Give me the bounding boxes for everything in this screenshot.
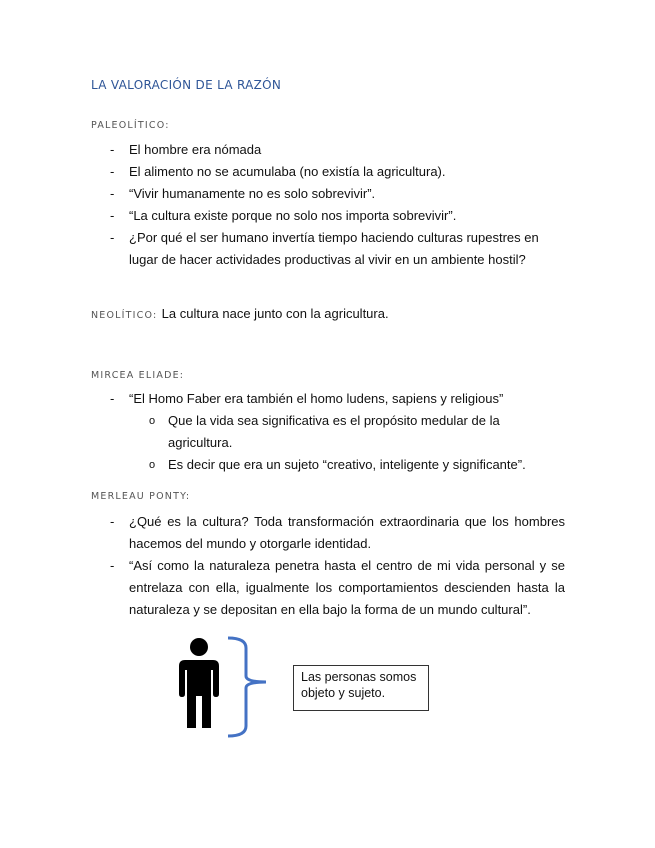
- neolitico-text: La cultura nace junto con la agricultura.: [161, 306, 389, 321]
- sublist-item: o Es decir que era un sujeto “creativo, inteligente y significante”.: [129, 454, 565, 476]
- callout-box: Las personas somos objeto y sujeto.: [293, 665, 429, 711]
- list-item: - “Así como la naturaleza penetra hasta el centro de mi vida personal y se entrelaza con ella, igualmente los comportamientos descienden hasta la naturaleza y se depositan en ella bajo la forma de un mundo cultural”.: [91, 555, 565, 621]
- heading-mircea-eliade: MIRCEA ELIADE:: [91, 370, 185, 381]
- list-item: - El alimento no se acumulaba (no existía la agricultura).: [91, 161, 565, 183]
- list-item: - ¿Por qué el ser humano invertía tiempo haciendo culturas rupestres en lugar de hacer actividades productivas al vivir en un ambiente hostil?: [91, 227, 565, 271]
- heading-merleau-ponty: MERLEAU PONTY:: [91, 491, 191, 502]
- person-icon: [179, 638, 219, 728]
- heading-paleolitico: PALEOLÍTICO:: [91, 120, 170, 131]
- heading-neolitico: [91, 306, 389, 321]
- person-with-brace-figure: [176, 636, 276, 740]
- curly-brace-shape: [228, 638, 266, 736]
- mircea-sublist: [129, 410, 565, 476]
- list-item: - ¿Qué es la cultura? Toda transformación extraordinaria que los hombres hacemos del mundo y otorgarle identidad.: [91, 511, 565, 555]
- list-item: - “La cultura existe porque no solo nos importa sobrevivir”.: [91, 205, 565, 227]
- neolitico-label: NEOLÍTICO:: [91, 310, 158, 321]
- sublist-item: o Que la vida sea significativa es el propósito medular de la agricultura.: [129, 410, 565, 454]
- list-item: - El hombre era nómada: [91, 139, 565, 161]
- document-title: LA VALORACIÓN DE LA RAZÓN: [91, 78, 282, 92]
- list-item: - “Vivir humanamente no es solo sobrevivir”.: [91, 183, 565, 205]
- merleau-list: [91, 511, 565, 621]
- mircea-list: [91, 388, 565, 476]
- paleolitico-list: [91, 139, 565, 271]
- list-item: [91, 388, 565, 476]
- list-item-text: “El Homo Faber era también el homo ludens, sapiens y religious”: [129, 391, 504, 406]
